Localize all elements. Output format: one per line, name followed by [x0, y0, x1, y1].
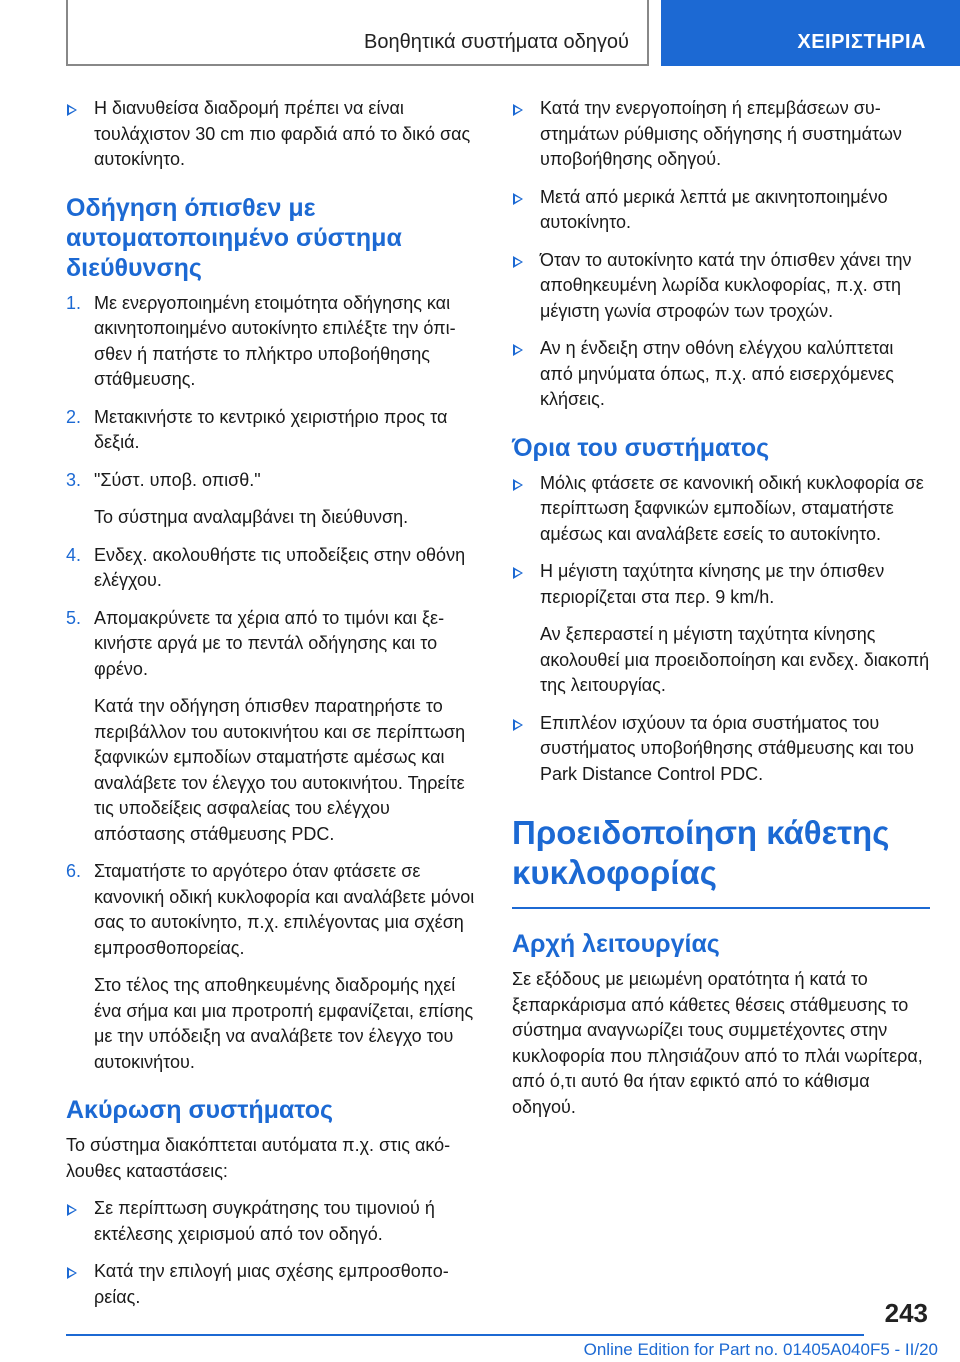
header-frame	[66, 0, 649, 66]
step-item: 6. Σταματήστε το αργότερο όταν φτάσετε σε κανονική οδική κυκλοφορία και αναλάβετε μόνοι σας το αυτοκίνητο, π.χ. επιλέγοντας μια σχέση εμπροσθοπορείας. Στο τέλος της αποθηκευμένης διαδρομής ηχεί ένα σήμα και μια προτροπή εμφανίζεται, επίσης με την υπόδειξη να αναλάβετε τον έλεγχο του αυτοκινήτου.	[66, 861, 475, 1072]
step-number: 4.	[66, 544, 82, 565]
heading-system-limits: Όρια του συστήματος	[512, 433, 770, 462]
list-item: Η μέγιστη ταχύτητα κίνησης με την όπισθεν περιορίζεται στα περ. 9 km/h. Αν ξεπεραστεί η μέγιστη ταχύτητα κίνησης ακολουθεί μια προειδοποίηση και ενδεχ. διακοπή της λειτουργίας.	[512, 559, 930, 699]
list-item: Μετά από μερικά λεπτά με ακινητοποιημένο αυτοκίνητο.	[512, 185, 930, 236]
heading-cancel-system: Ακύρωση συστήματος	[66, 1096, 334, 1124]
footer-edition[interactable]: Online Edition for Part no. 01405A040F5 - II/20	[583, 1340, 938, 1359]
steps-list	[66, 291, 478, 1076]
triangle-bullet-icon	[513, 567, 523, 579]
section-tab-label: ΧΕΙΡΙΣΤΗΡΙΑ	[797, 31, 926, 53]
heading-reverse-steering: Οδήγηση όπισθεν με αυτοματοποιημένο σύστημα διεύθυνσης	[66, 193, 402, 282]
triangle-bullet-icon	[513, 719, 523, 731]
triangle-bullet-icon	[67, 104, 77, 116]
chapter-title: Βοηθητικά συστήματα οδηγού	[364, 31, 629, 53]
triangle-bullet-icon	[513, 104, 523, 116]
right-column	[512, 96, 930, 1120]
triangle-bullet-icon	[513, 193, 523, 205]
page-number: 243	[884, 1298, 928, 1328]
cancel-intro: Το σύστημα διακόπτεται αυτόματα π.χ. στις ακόλουθες καταστάσεις:	[66, 1135, 451, 1181]
step-item: 3. "Σύστ. υποβ. οπισθ." Το σύστημα αναλαμβάνει τη διεύθυνση.	[66, 469, 409, 527]
left-column	[66, 96, 478, 1322]
list-item: Αν η ένδειξη στην οθόνη ελέγχου καλύπτεται από μηνύματα όπως, π.χ. από εισερχόμενες κλήσεις.	[512, 336, 930, 413]
list-item: Όταν το αυτοκίνητο κατά την όπισθεν χάνει την αποθηκευμένη λωρίδα κυκλοφορίας, π.χ. στη μέγιστη γωνία στροφών των τροχών.	[512, 248, 930, 325]
page-header	[0, 0, 960, 66]
section-tab[interactable]	[661, 0, 960, 66]
list-item: Κατά την ενεργοποίηση ή επεμβάσεων συστημάτων ρύθμισης οδήγησης ή συστημάτων υποβοήθησης οδηγού.	[512, 96, 930, 173]
step-number: 6.	[66, 861, 82, 881]
step-number: 3.	[66, 469, 82, 490]
triangle-bullet-icon	[67, 1267, 77, 1279]
section-divider	[512, 907, 930, 909]
cancel-bullet-list-continued	[512, 96, 930, 413]
list-item: Κατά την επιλογή μιας σχέσης εμπροσθοπορείας.	[66, 1259, 478, 1310]
heading-principle: Αρχή λειτουργίας	[512, 930, 720, 958]
step-item: 2. Μετακινήστε το κεντρικό χειριστήριο προς τα δεξιά.	[66, 406, 448, 452]
step-item: 4. Ενδεχ. ακολουθήστε τις υποδείξεις στην οθόνη ελέγχου.	[66, 544, 466, 590]
triangle-bullet-icon	[67, 1204, 77, 1216]
list-item: Μόλις φτάσετε σε κανονική οδική κυκλοφορία σε περίπτωση ξαφνικών εμποδίων, σταματήστε αμέσως και αναλάβετε εσείς το αυτοκίνητο.	[512, 471, 930, 548]
step-number: 2.	[66, 406, 82, 427]
intro-bullet-list	[66, 96, 478, 173]
principle-text: Σε εξόδους με μειωμένη ορατότητα ή κατά το ξεπαρκάρισμα από κάθετες θέσεις στάθμευσης το σύστημα αναγνωρίζει τους συμμετέχοντες στην κυκλοφορία που πλησιάζουν από το πλάι νωρίτερα, από ό,τι αυτό θα ήταν εφικτό από το κάθισμα οδηγού.	[512, 969, 923, 1117]
step-number: 5.	[66, 607, 82, 628]
step-item: 1. Με ενεργοποιημένη ετοιμότητα οδήγησης και ακινητοποιημένο αυτοκίνητο επιλέξτε την όπισθεν ή πατήστε το πλήκτρο υποβοήθησης στάθμευσης.	[66, 292, 456, 389]
list-item: Η διανυθείσα διαδρομή πρέπει να είναι τουλάχιστον 30 cm πιο φαρδιά από το δικό σας αυτοκίνητο.	[66, 96, 478, 173]
heading-cross-traffic-warning: Προειδοποίηση κάθετης κυκλοφορίας	[512, 814, 890, 891]
limits-bullet-list	[512, 471, 930, 788]
step-item: 5. Απομακρύνετε τα χέρια από το τιμόνι και ξεκινήστε αργά με το πεντάλ οδήγησης και το φρένο. Κατά την οδήγηση όπισθεν παρατηρήστε το περιβάλλον του αυτοκινήτου και σε περίπτωση ξαφνικών εμποδίων σταματήστε αμέσως και αναλάβετε τον έλεγχο του αυτοκινήτου. Τηρείτε τις υποδείξεις ασφαλείας του ελέγχου απόστασης στάθμευσης PDC.	[66, 607, 466, 844]
footer-divider	[66, 1334, 864, 1336]
triangle-bullet-icon	[513, 479, 523, 491]
triangle-bullet-icon	[513, 256, 523, 268]
step-number: 1.	[66, 292, 82, 313]
list-item: Σε περίπτωση συγκράτησης του τιμονιού ή εκτέλεσης χειρισμού από τον οδηγό.	[66, 1196, 478, 1247]
cancel-bullet-list	[66, 1196, 478, 1310]
triangle-bullet-icon	[513, 344, 523, 356]
list-item: Επιπλέον ισχύουν τα όρια συστήματος του συστήματος υποβοήθησης στάθμευσης και του Park Distance Control PDC.	[512, 711, 930, 788]
